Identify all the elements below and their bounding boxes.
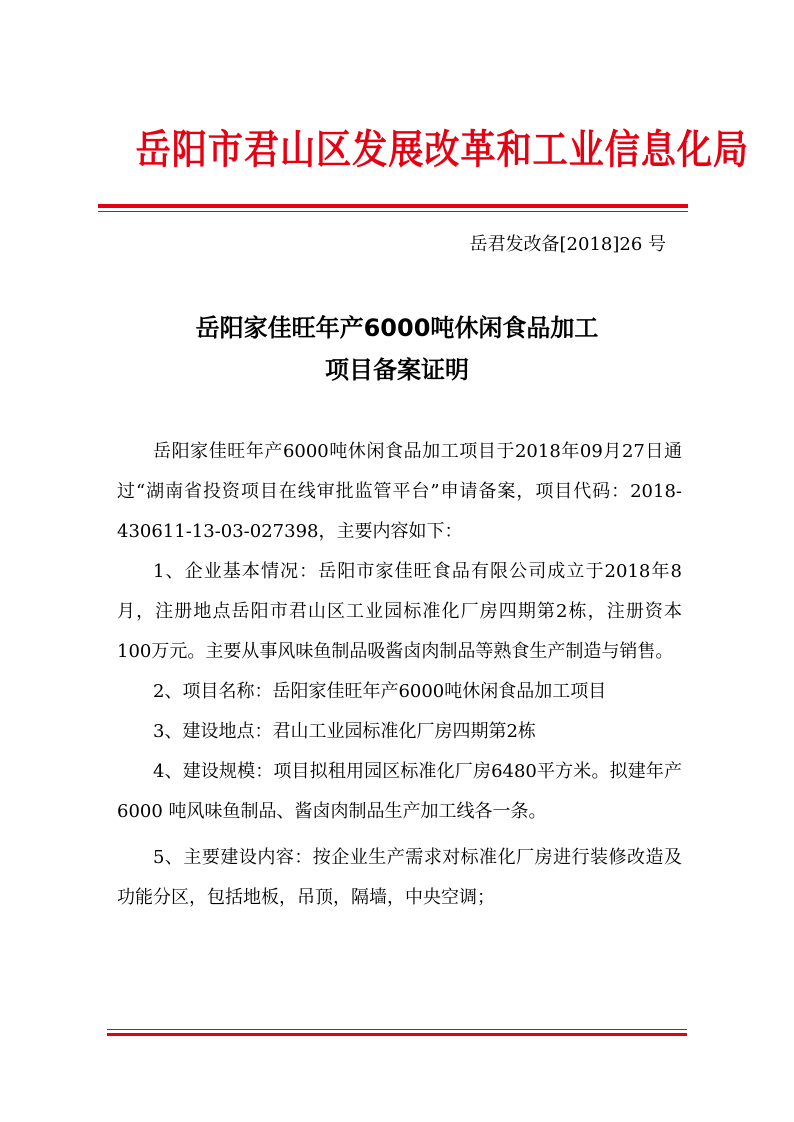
document-title-line-1: 岳阳家佳旺年产6000吨休闲食品加工 — [195, 314, 599, 342]
paragraph-scale: 4、建设规模：项目拟租用园区标准化厂房6480平方米。拟建年产 6000 吨风味鱼制品、酱卤肉制品生产加工线各一条。 — [117, 761, 682, 822]
footer-rule-thick — [107, 1033, 687, 1036]
document-number: 岳君发改备[2018]26 号 — [469, 234, 666, 255]
paragraph-location: 3、建设地点：君山工业园标准化厂房四期第2栋 — [153, 721, 536, 742]
header-rule-thick — [98, 204, 688, 208]
paragraph-intro: 岳阳家佳旺年产6000吨休闲食品加工项目于2018年09月27日通过“湖南省投资项目在线审批监管平台”申请备案，项目代码：2018-430611-13-03-027398，主要内容如下： — [117, 441, 682, 542]
paragraph-project-name: 2、项目名称：岳阳家佳旺年产6000吨休闲食品加工项目 — [153, 681, 607, 702]
document-title-line-2: 项目备案证明 — [325, 356, 469, 384]
paragraph-enterprise-info: 1、企业基本情况：岳阳市家佳旺食品有限公司成立于2018年8月，注册地点岳阳市君山区工业园标准化厂房四期第2栋，注册资本100万元。主要从事风味鱼制品吸酱卤肉制品等熟食生产制造与销售。 — [117, 561, 682, 662]
issuing-authority-header: 岳阳市君山区发展改革和工业信息化局 — [135, 127, 749, 173]
header-rule-thin — [98, 211, 688, 212]
paragraph-construction-content: 5、主要建设内容：按企业生产需求对标准化厂房进行装修改造及功能分区，包括地板，吊顶，隔墙，中央空调； — [117, 847, 682, 908]
footer-rule-thin — [107, 1029, 687, 1030]
document-body — [117, 432, 682, 918]
